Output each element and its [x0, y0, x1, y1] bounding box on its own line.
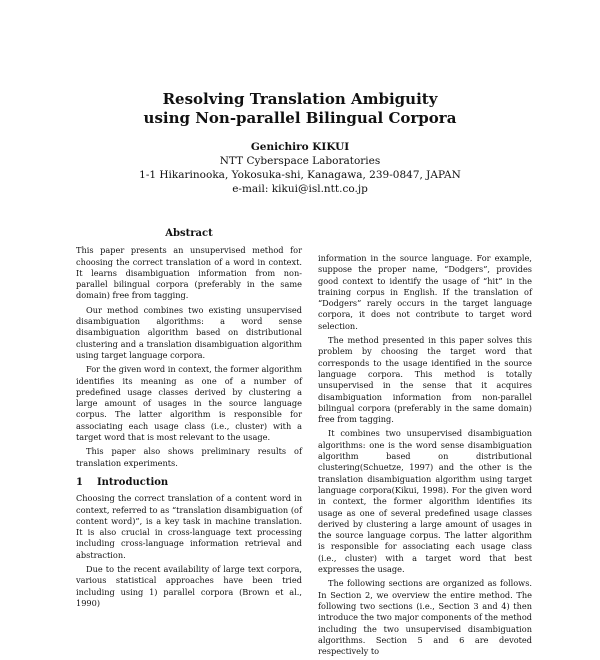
author-affiliation: NTT Cyberspace Laboratories [219, 155, 381, 167]
body-paragraph: The following sections are organized as follows. In Section 2, we overview the entire method. The following two sections (i.e., Section 3 and 4) then introduce the two major components of the method including the two unsupervised disambiguation algorithms. Section 5 and 6 are devoted respectively to [318, 578, 532, 657]
author-name: Genichiro KIKUI [250, 141, 350, 153]
paper-title-line-1: Resolving Translation Ambiguity [162, 90, 438, 108]
author-email: e-mail: kikui@isl.ntt.co.jp [232, 183, 368, 195]
intro-paragraph: Due to the recent availability of large text corpora, various statistical approaches have been tried including using 1) parallel corpora (Brown et al., 1990) [76, 564, 302, 608]
abstract-paragraph: This paper also shows preliminary results of translation experiments. [76, 446, 302, 468]
section-heading-introduction [76, 477, 302, 488]
abstract-heading: Abstract [165, 228, 213, 239]
body-paragraph: information in the source language. For example, suppose the proper name, “Dodgers”, provides good context to identify the usage of “hit” in the training corpus in English. If the translation of “Dodgers” rarely occurs in the target language corpora, it does not contribute to target word selection. [318, 253, 532, 331]
intro-paragraph: Choosing the correct translation of a content word in context, referred to as “translation disambiguation (of content word)”, is a key task in machine translation. It is also crucial in cross-language text processing including cross-language information retrieval and abstraction. [76, 493, 302, 560]
section-title: Introduction [96, 476, 169, 488]
author-address: 1-1 Hikarinooka, Yokosuka-shi, Kanagawa, 239-0847, JAPAN [139, 169, 461, 181]
right-column [318, 253, 532, 660]
abstract-paragraph: Our method combines two existing unsupervised disambiguation algorithms: a word sense disambiguation algorithm based on distributional clustering and a translation disambiguation algorithm using target language corpora. [76, 304, 302, 360]
section-number: 1 [76, 476, 83, 488]
body-paragraph: It combines two unsupervised disambiguation algorithms: one is the word sense disambiguation algorithm based on distributional clustering(Schuetze, 1997) and the other is the translation disambiguation algorithm using target language corpora(Kikui, 1998). For the given word in context, the former algorithm identifies its usage as one of several predefined usage classes derived by clustering a large amount of usages in the source language corpus. The latter algorithm is responsible for associating each usage class (i.e., cluster) with a target word that best expresses the usage. [318, 428, 532, 575]
paper-title-line-2: using Non-parallel Bilingual Corpora [143, 109, 457, 127]
body-paragraph: The method presented in this paper solves this problem by choosing the target word that corresponds to the usage identified in the source language corpora. This method is totally unsupervised in the sense that it acquires disambiguation information from non-parallel bilingual corpora (preferably in the same domain) free from tagging. [318, 335, 532, 425]
abstract-paragraph: This paper presents an unsupervised method for choosing the correct translation of a word in context. It learns disambiguation information from non-parallel bilingual corpora (preferably in the same domain) free from tagging. [76, 245, 302, 301]
abstract-paragraph: For the given word in context, the former algorithm identifies its meaning as one of a number of predefined usage classes derived by clustering a large amount of usages in the source language corpus. The latter algorithm is responsible for associating each usage class (i.e., cluster) with a target word that is most relevant to the usage. [76, 364, 302, 443]
left-column [76, 228, 302, 612]
author-block [0, 140, 600, 196]
